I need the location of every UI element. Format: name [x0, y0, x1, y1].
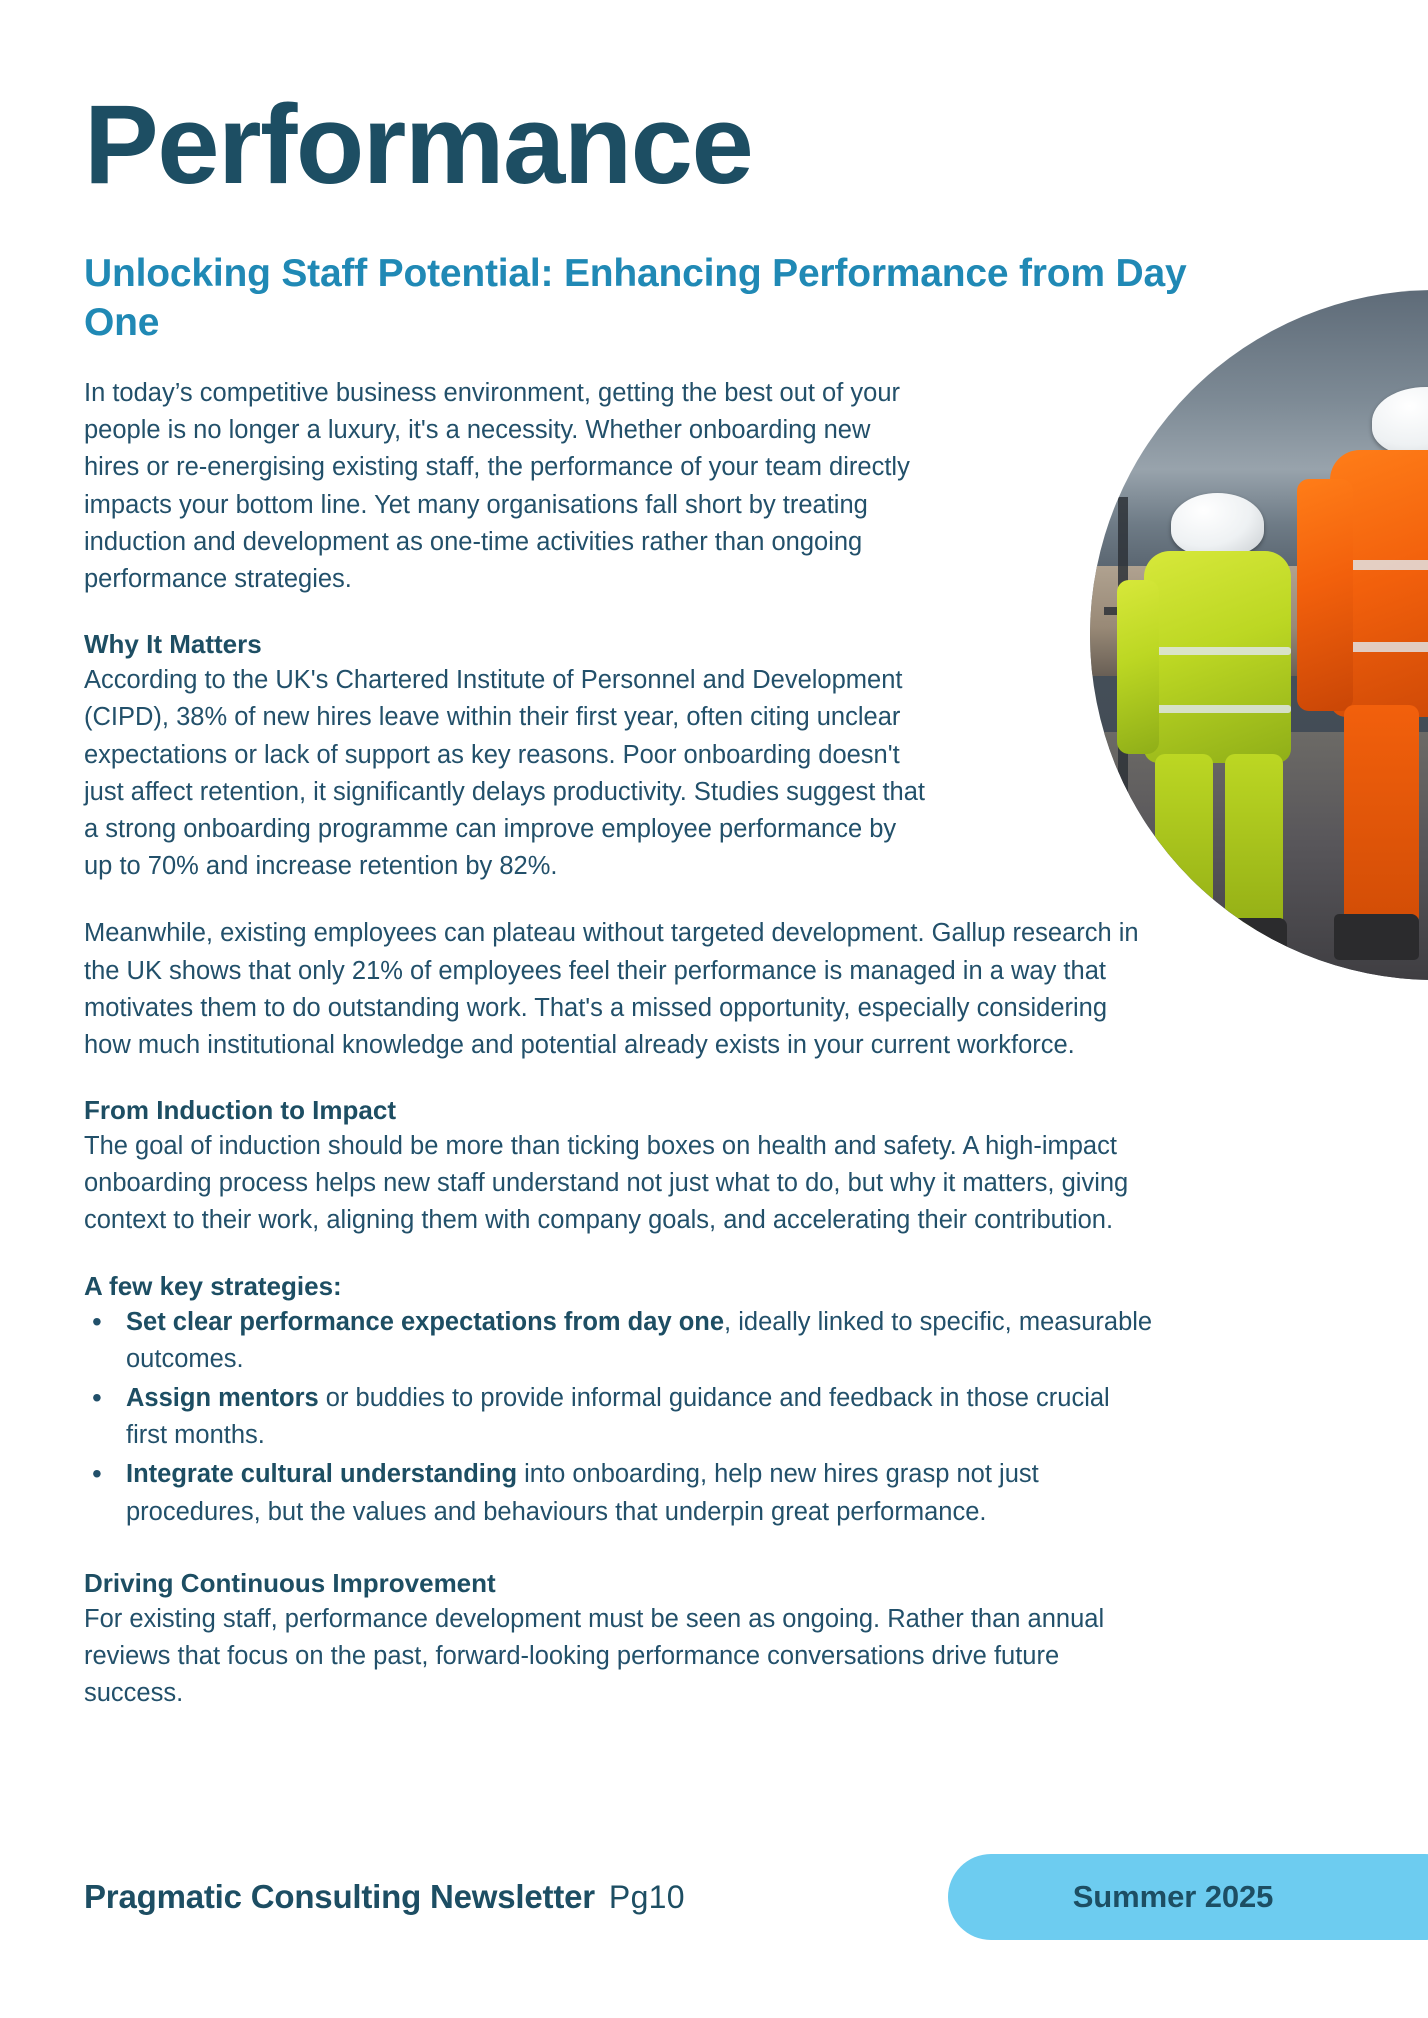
- section-heading-from-induction-to-impact: From Induction to Impact: [84, 1095, 396, 1126]
- page-title: Performance: [84, 82, 753, 207]
- list-item-lead: Set clear performance expectations from day one: [126, 1307, 725, 1336]
- work-boot: [1334, 914, 1418, 960]
- section-paragraph-cipd-stats: According to the UK's Chartered Institute of Personnel and Development (CIPD), 38% of new hires leave within their first year, often citing unclear expectations or lack of support as key reasons. Poor onboarding doesn't just affect retention, it significantly delays productivity. Studies suggest that a strong onboarding programme can improve employee performance by up to 70% and increase retention by 82%.: [84, 666, 926, 881]
- spacer: [84, 1533, 1154, 1567]
- list-item-lead: Assign mentors: [126, 1383, 319, 1412]
- intro-paragraph: In today’s competitive business environment, getting the best out of your people is no longer a luxury, it's a necessity. Whether onboarding new hires or re-energising existing staff, the performance of your team directly impacts your bottom line. Yet many organisations fall short by treating induction and development as one-time activities rather than ongoing performance strategies.: [84, 378, 910, 594]
- section-heading-key-strategies: A few key strategies:: [84, 1270, 342, 1301]
- footer-season-badge: [948, 1854, 1428, 1940]
- orange-trouser: [1344, 705, 1419, 925]
- section-heading-why-it-matters: Why It Matters: [84, 629, 262, 660]
- list-item: [84, 1304, 1156, 1378]
- footer-page-number: Pg10: [608, 1879, 685, 1915]
- section-paragraph-gallup-stats: Meanwhile, existing employees can plateau without targeted development. Gallup research in the UK shows that only 21% of employees feel their performance is managed in a way that motivates them to do outstanding work. That's a missed opportunity, especially considering how much institutional knowledge and potential already exists in your current workforce.: [84, 919, 1139, 1060]
- article-content: [84, 0, 1306, 1712]
- footer-left-group: [84, 1878, 685, 1916]
- closing-paragraph: For existing staff, performance development must be seen as ongoing. Rather than annual reviews that focus on the past, forward-looking performance conversations drive future success.: [84, 1604, 1105, 1708]
- list-item-lead: Integrate cultural understanding: [126, 1460, 518, 1489]
- footer-season-label: Summer 2025: [1072, 1879, 1274, 1914]
- list-item-rest: or buddies to provide informal guidance and feedback in those crucial first months.: [126, 1383, 1110, 1450]
- photo-worker-centre: [1311, 387, 1428, 967]
- section-heading-driving-continuous-improvement: Driving Continuous Improvement: [84, 1567, 496, 1598]
- hard-hat-icon: [1372, 387, 1428, 457]
- page-footer: [84, 1854, 1428, 1940]
- section-paragraph-induction: The goal of induction should be more than ticking boxes on health and safety. A high-impact onboarding process helps new staff understand not just what to do, but why it matters, giving context to their work, aligning them with company goals, and accelerating their contribution.: [84, 1132, 1129, 1235]
- key-strategies-list: [84, 1304, 1154, 1531]
- list-item-rest: , ideally linked to specific, measurable outcomes.: [126, 1307, 1153, 1373]
- article-subheading: Unlocking Staff Potential: Enhancing Performance from Day One: [84, 252, 1187, 344]
- list-item: [84, 1456, 1156, 1530]
- article-body: [84, 375, 1154, 1712]
- list-item-rest: into onboarding, help new hires grasp not just procedures, but the values and behaviours that underpin great performance.: [126, 1460, 1039, 1526]
- list-item: [84, 1380, 1156, 1454]
- footer-newsletter-title: Pragmatic Consulting Newsletter: [84, 1878, 595, 1915]
